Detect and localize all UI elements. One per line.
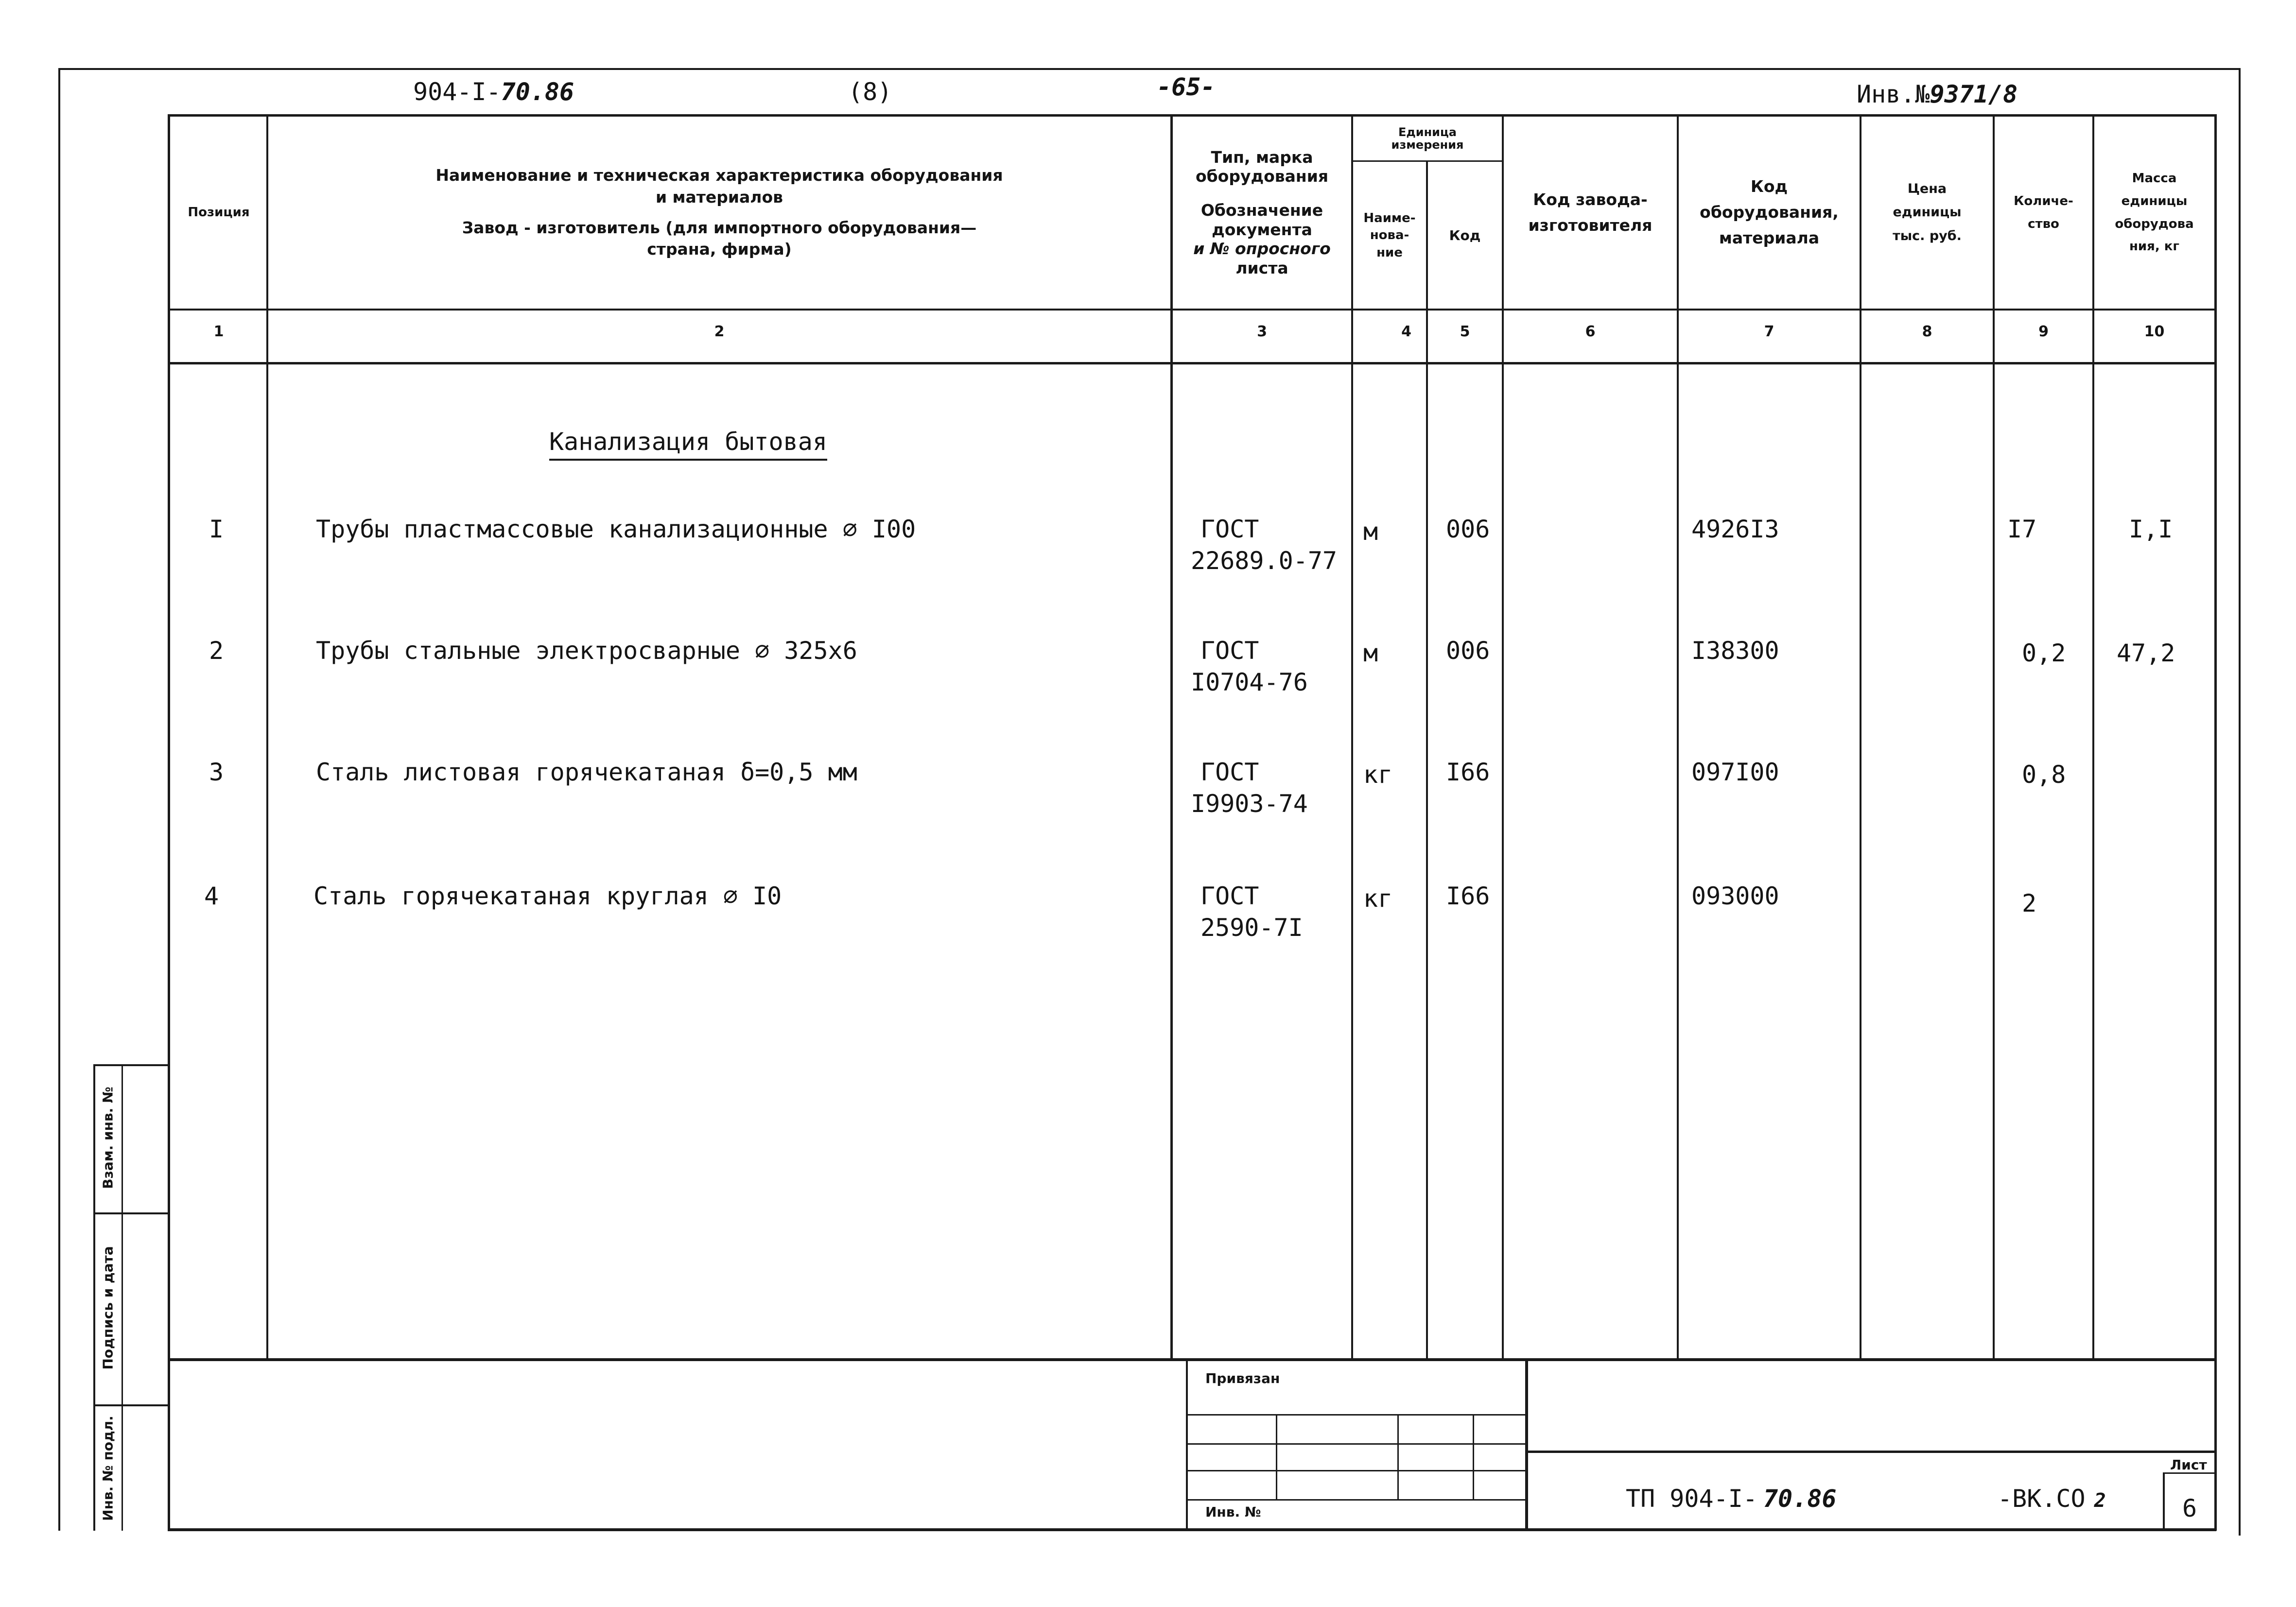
row-4-doc1: ГОСТ — [1200, 882, 1259, 910]
row-1-doc2: 22689.0-77 — [1191, 547, 1338, 575]
frame-right — [2239, 68, 2241, 1536]
document-code — [1626, 1485, 1836, 1513]
header-type-line1: Тип, марка — [1211, 147, 1313, 167]
header-type-line4: документа — [1212, 220, 1312, 239]
col-number-4: 4 — [1401, 323, 1411, 340]
inventory-hand: 9371/8 — [1930, 80, 2018, 108]
doc-number-hand: 70.86 — [501, 78, 574, 106]
row-3-position: 3 — [209, 758, 224, 786]
document-code-hand2: 2 — [2094, 1489, 2106, 1512]
stamp-vline-2 — [1397, 1414, 1399, 1499]
row-3-quantity: 0,8 — [2022, 760, 2066, 789]
row-1-unit: м — [1363, 518, 1378, 546]
header-unit: Единица измерения — [1391, 125, 1464, 152]
header-unit-code: Код — [1449, 227, 1481, 244]
header-unit-name: Наиме-нова-ние — [1363, 211, 1416, 260]
sheet-label: Лист — [2170, 1457, 2207, 1473]
row-4-equip-code: 093000 — [1691, 882, 1779, 910]
row-2-doc2: I0704-76 — [1191, 668, 1308, 696]
row-4-doc2: 2590-7I — [1200, 914, 1303, 942]
row-2-doc1: ГОСТ — [1200, 637, 1259, 665]
document-code-suffix: -ВК.СО 2 — [1998, 1485, 2106, 1513]
number-row-bottom — [168, 362, 2216, 364]
document-code-prefix: ТП 904-I- — [1626, 1485, 1757, 1513]
col-number-7: 7 — [1764, 323, 1774, 340]
header-bottom — [168, 309, 2216, 311]
header-position: Позиция — [188, 205, 250, 220]
row-3-doc2: I9903-74 — [1191, 790, 1308, 818]
part-number: (8) — [848, 78, 892, 106]
inventory-label: Инв.№ — [1857, 80, 1930, 108]
header-type-line2: оборудования — [1195, 167, 1329, 186]
col-number-9: 9 — [2038, 323, 2049, 340]
header-name-line3: Завод - изготовитель (для импортного оборудования— — [462, 218, 977, 237]
row-4-quantity: 2 — [2022, 889, 2037, 917]
title-block-top — [1526, 1451, 2216, 1453]
side-inv-original: Инв. № подл. — [100, 1416, 116, 1521]
header-name — [268, 117, 1170, 309]
row-1-code: 006 — [1446, 515, 1490, 543]
section-title: Канализация бытовая — [549, 428, 827, 461]
header-type-line6: листа — [1235, 258, 1288, 277]
body-bottom — [168, 1358, 2216, 1361]
col-number-8: 8 — [1922, 323, 1932, 340]
row-2-code: 006 — [1446, 637, 1490, 665]
header-price: Цена единицы тыс. руб. — [1893, 181, 1962, 243]
doc-number-top — [413, 78, 574, 106]
document-code-hand: 70.86 — [1763, 1485, 1837, 1513]
stamp-vline-3 — [1473, 1414, 1474, 1499]
col-number-6: 6 — [1585, 323, 1596, 340]
row-1-doc1: ГОСТ — [1200, 515, 1259, 543]
stamp-line-3 — [1186, 1470, 1526, 1471]
row-4-position: 4 — [204, 882, 219, 910]
header-name-line1: Наименование и техническая характеристика оборудования — [435, 166, 1003, 185]
header-type-line5: и № опросного — [1193, 239, 1331, 259]
col-number-5: 5 — [1460, 323, 1470, 340]
unit-subheader-line — [1351, 160, 1504, 162]
side-replace-inv: Взам. инв. № — [100, 1087, 116, 1189]
side-strip-h1 — [93, 1212, 169, 1214]
row-4-unit: кг — [1363, 884, 1393, 913]
row-2-position: 2 — [209, 637, 224, 665]
row-2-mass: 47,2 — [2117, 639, 2175, 667]
row-1-equip-code: 4926I3 — [1691, 515, 1779, 543]
table-left — [168, 114, 170, 1531]
row-3-unit: кг — [1363, 760, 1393, 789]
stamp-line-2 — [1186, 1443, 1526, 1445]
header-type-line3: Обозначение — [1200, 200, 1323, 220]
row-3-code: I66 — [1446, 758, 1490, 786]
row-2-name: Трубы стальные электросварные ∅ 325х6 — [316, 637, 857, 665]
side-signature-date: Подпись и дата — [100, 1246, 116, 1370]
col-number-3: 3 — [1257, 323, 1267, 340]
row-1-mass: I,I — [2129, 515, 2173, 543]
sheet-number: 6 — [2182, 1494, 2197, 1522]
row-2-quantity: 0,2 — [2022, 639, 2066, 667]
header-quantity: Количе-ство — [2014, 193, 2073, 231]
col-number-2: 2 — [714, 323, 725, 340]
header-name-line4: страна, фирма) — [647, 240, 792, 259]
frame-left — [58, 68, 60, 1531]
col-number-10: 10 — [2144, 323, 2165, 340]
frame-top — [58, 68, 2241, 70]
side-strip-left — [93, 1064, 95, 1531]
row-4-name: Сталь горячекатаная круглая ∅ I0 — [313, 882, 782, 910]
header-factory-code: Код завода-изготовителя — [1528, 190, 1652, 235]
row-1-quantity: I7 — [2007, 515, 2037, 543]
stamp-attached-label: Привязан — [1205, 1370, 1280, 1386]
row-2-unit: м — [1363, 639, 1378, 667]
row-1-name: Трубы пластмассовые канализационные ∅ I00 — [316, 515, 916, 543]
sheet-box-left — [2163, 1472, 2165, 1531]
col-number-1: 1 — [213, 323, 224, 340]
header-type — [1173, 117, 1351, 309]
side-strip-divider — [122, 1064, 123, 1531]
row-1-position: I — [209, 515, 224, 543]
inventory-number — [1857, 80, 2018, 108]
header-name-line2: и материалов — [655, 187, 783, 207]
row-3-name: Сталь листовая горячекатаная δ=0,5 мм — [316, 758, 857, 786]
row-3-equip-code: 097I00 — [1691, 758, 1779, 786]
stamp-inv-label: Инв. № — [1205, 1504, 1261, 1520]
table-right — [2214, 114, 2217, 1531]
row-2-equip-code: I38300 — [1691, 637, 1779, 665]
stamp-line-4 — [1186, 1499, 1526, 1501]
stamp-vline-1 — [1276, 1414, 1277, 1499]
doc-number-prefix: 904-I- — [413, 78, 501, 106]
header-equipment-code: Код оборудования, материала — [1700, 177, 1839, 247]
page-bottom — [168, 1528, 2216, 1531]
row-3-doc1: ГОСТ — [1200, 758, 1259, 786]
row-4-code: I66 — [1446, 882, 1490, 910]
header-mass: Масса единицы оборудова ния, кг — [2115, 171, 2194, 254]
stamp-line-1 — [1186, 1414, 1526, 1416]
page-number: -65- — [1157, 73, 1216, 101]
col-div-4 — [1426, 160, 1428, 1359]
